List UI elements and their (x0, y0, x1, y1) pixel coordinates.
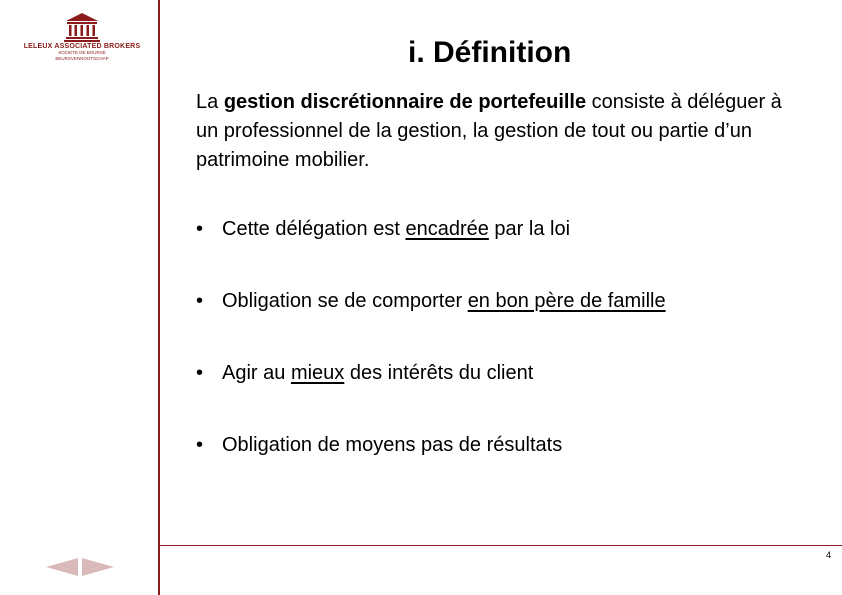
bullet-text: Cette délégation est (222, 218, 406, 240)
intro-after: consiste à déléguer à un professionnel de la gestion, la gestion de tout ou partie d’un patrimoine mobilier. (196, 91, 782, 171)
bullet-underlined-text: encadrée (405, 218, 489, 240)
intro-before: La (196, 91, 224, 113)
bullet-marker: • (196, 218, 204, 240)
bullet-marker: • (196, 290, 204, 312)
bullet-item (196, 290, 666, 313)
bullet-item (196, 362, 533, 385)
logo-company-name: LELEUX ASSOCIATED BROKERS (23, 43, 141, 50)
logo-subtitle-fr: SOCIETE DE BOURSE (58, 50, 106, 55)
bullet-item (196, 218, 570, 241)
bullet-text: Agir au (222, 362, 291, 384)
slide-navigation (46, 558, 116, 576)
logo-subtitle-nl: BEURSVENNOOTSCHAP (55, 56, 109, 61)
bullet-marker: • (196, 362, 204, 384)
bullet-item (196, 434, 562, 457)
page-number: 4 (826, 550, 832, 560)
previous-arrow-icon[interactable] (46, 558, 78, 581)
intro-bold-term: gestion discrétionnaire de portefeuille (223, 91, 587, 113)
bullet-text-end: des intérêts du client (344, 362, 534, 384)
bullet-text: Obligation de moyens pas de résultats (222, 434, 563, 456)
intro-paragraph (196, 88, 806, 175)
bullet-text: Obligation se de comporter (222, 290, 468, 312)
building-logo-icon (64, 12, 100, 42)
bullet-underlined-text: en bon père de famille (467, 290, 666, 312)
bullet-marker: • (196, 434, 204, 456)
slide-title: i. Définition (408, 36, 572, 69)
footer-divider-line (160, 545, 842, 546)
next-arrow-icon[interactable] (82, 558, 114, 581)
company-logo (12, 12, 152, 74)
bullet-underlined-text: mieux (290, 362, 345, 384)
bullet-text-end: par la loi (488, 218, 571, 240)
left-divider-line (158, 0, 160, 595)
